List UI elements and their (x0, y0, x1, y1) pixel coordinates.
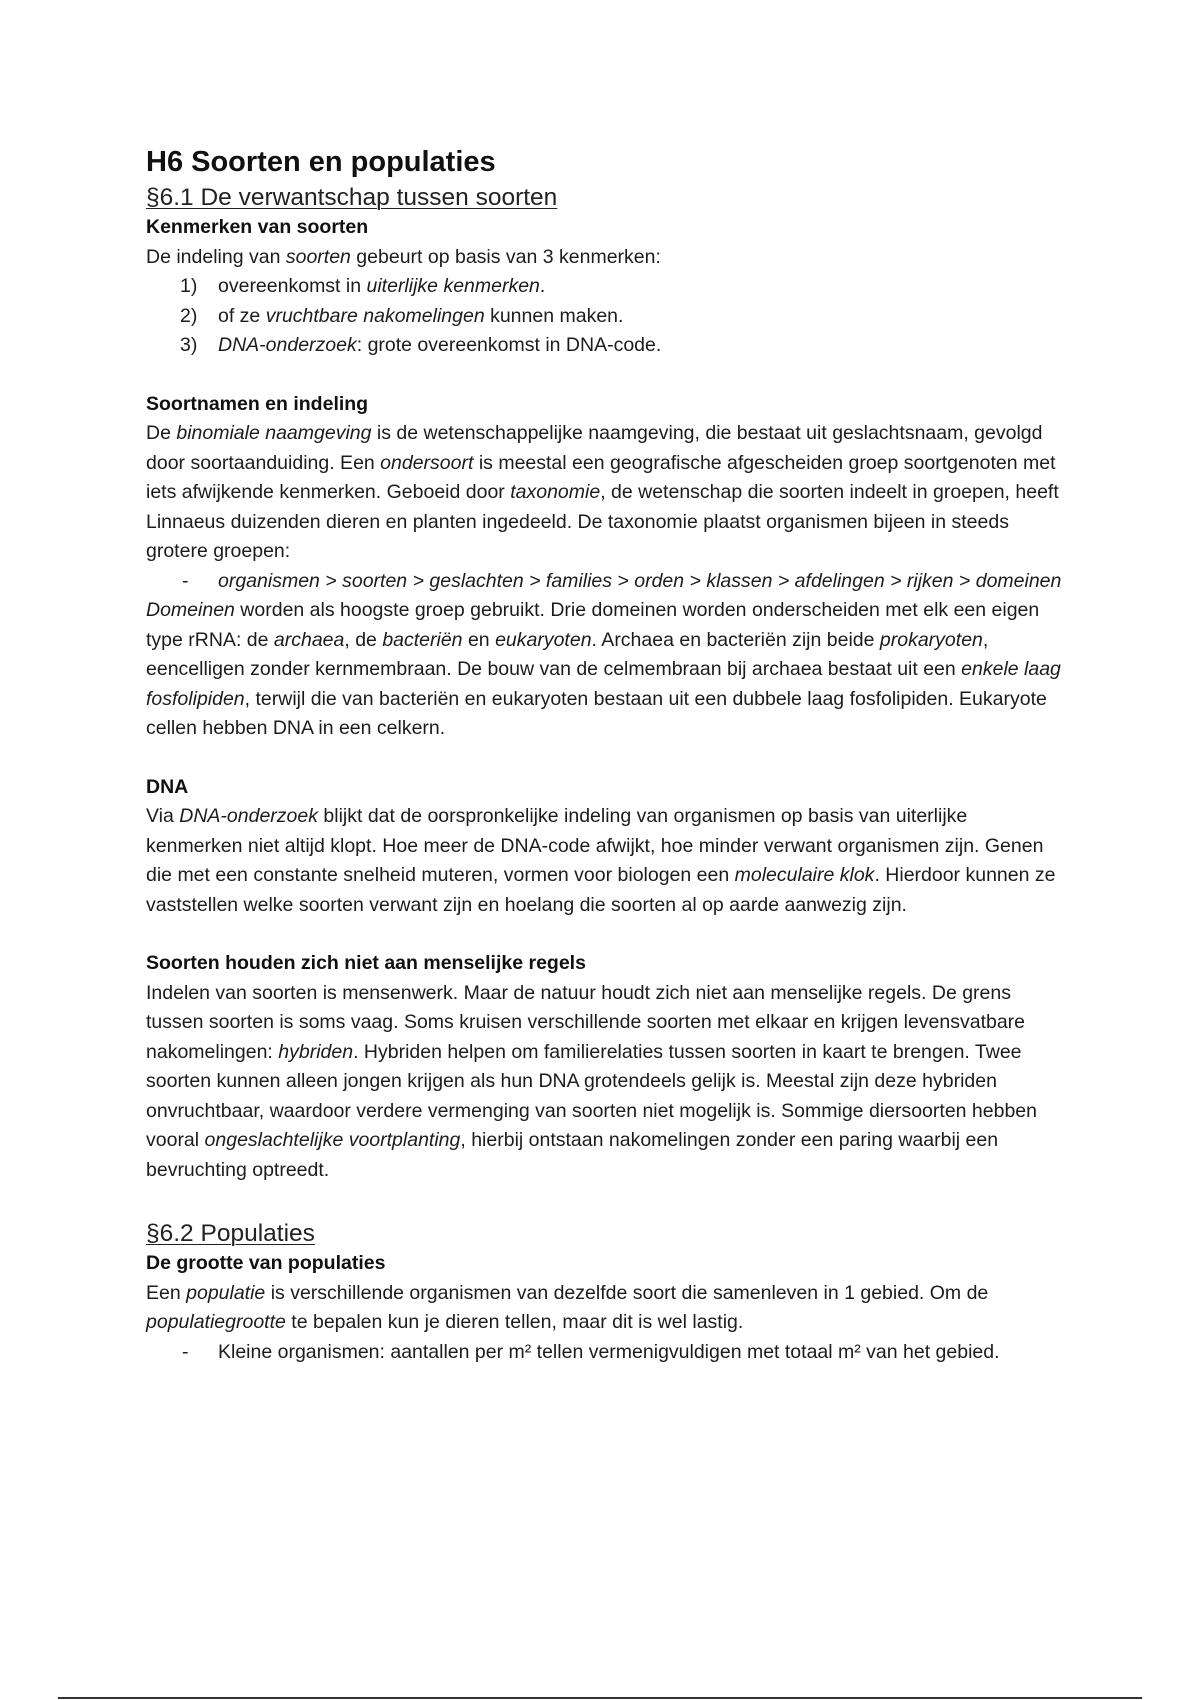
italic-term: vruchtbare nakomelingen (265, 304, 485, 327)
italic-term: DNA-onderzoek (179, 805, 318, 827)
italic-term: binomiale naamgeving (176, 422, 372, 444)
dash-bullet: - (182, 1340, 189, 1363)
subheading-regels: Soorten houden zich niet aan menselijke regels (146, 952, 586, 974)
kenmerken-intro: De indeling van soorten gebeurt op basis van 3 kenmerken: (146, 245, 661, 268)
dna-paragraph: Via DNA-onderzoek blijkt dat de oorspronkelijke indeling van organismen op basis van uiterlijke kenmerken niet altijd klopt. Hoe meer de DNA-code afwijkt, hoe minder verwant organismen zijn. Genen die met een constante snelheid muteren, vormen voor biologen een moleculaire klok. Hierdoor kunnen ze vaststellen welke soorten verwant zijn en hoelang die soorten al op aarde aanwezig zijn. (146, 805, 1056, 916)
page-title: H6 Soorten en populaties (146, 146, 496, 178)
section-heading-6-1 (146, 182, 1066, 213)
italic-term: bacteriën (382, 628, 463, 651)
list-item (146, 567, 1066, 597)
italic-term: uiterlijke kenmerken (366, 275, 540, 297)
list-item-text: Kleine organismen: aantallen per m² tellen vermenigvuldigen met totaal m² van het gebied. (218, 1340, 1000, 1363)
footer-divider (58, 1697, 1142, 1699)
soortnamen-paragraph-1: De binomiale naamgeving is de wetenschappelijke naamgeving, die bestaat uit geslachtsnaam, gevolgd door soortaanduiding. Een ondersoort is meestal een geografische afgescheiden groep soortgenoten met iets afwijkende kenmerken. Geboeid door taxonomie, de wetenschap die soorten indeelt in groepen, heeft Linnaeus duizenden dieren en planten ingedeeld. De taxonomie plaatst organismen bijeen in steeds grotere groepen: (146, 422, 1059, 562)
italic-term: DNA-onderzoek (218, 334, 357, 356)
grootte-list (146, 1338, 1066, 1368)
list-item (146, 272, 1066, 302)
section-heading-6-1-text: §6.1 De verwantschap tussen soorten (146, 184, 558, 211)
section-heading-6-2 (146, 1218, 1066, 1249)
italic-term: Domeinen (146, 599, 235, 621)
list-number: 1) (180, 275, 198, 297)
grootte-paragraph: Een populatie is verschillende organismen van dezelfde soort die samenleven in 1 gebied. Om de populatiegrootte te bepalen kun je dieren tellen, maar dit is wel lastig. (146, 1281, 989, 1333)
italic-term: hybriden (278, 1040, 354, 1063)
subheading-soortnamen: Soortnamen en indeling (146, 392, 369, 415)
italic-term: ondersoort (380, 451, 474, 474)
italic-term: moleculaire klok (734, 864, 875, 886)
list-number: 3) (180, 334, 198, 356)
section-heading-6-2-text: §6.2 Populaties (146, 1220, 315, 1247)
list-item-text: overeenkomst in uiterlijke kenmerken. (218, 275, 546, 297)
italic-term: prokaryoten (879, 628, 983, 651)
list-item-text: DNA-onderzoek: grote overeenkomst in DNA-code. (218, 334, 662, 356)
list-item (146, 331, 1066, 361)
list-item (146, 1338, 1066, 1368)
dash-bullet: - (182, 569, 189, 592)
italic-term: soorten (285, 245, 351, 268)
taxonomy-hierarchy: organismen > soorten > geslachten > families > orden > klassen > afdelingen > rijken > domeinen (218, 569, 1062, 592)
list-number: 2) (180, 304, 198, 327)
subheading-dna: DNA (146, 775, 189, 798)
list-item (146, 302, 1066, 332)
hierarchy-list (146, 567, 1066, 597)
document-page (146, 142, 1066, 1367)
italic-term: ongeslachtelijke voortplanting (204, 1129, 461, 1151)
soortnamen-paragraph-2: Domeinen worden als hoogste groep gebruikt. Drie domeinen worden onderscheiden met elk een eigen type rRNA: de archaea, de bacteriën en eukaryoten. Archaea en bacteriën zijn beide prokaryoten, eencelligen zonder kernmembraan. De bouw van de celmembraan bij archaea bestaat uit een enkele laag fosfolipiden, terwijl die van bacteriën en eukaryoten bestaan uit een dubbele laag fosfolipiden. Eukaryote cellen hebben DNA in een celkern. (146, 599, 1061, 739)
italic-term: populatiegrootte (146, 1311, 286, 1333)
subheading-kenmerken: Kenmerken van soorten (146, 216, 369, 238)
italic-term: eukaryoten (495, 628, 592, 651)
list-item-text: of ze vruchtbare nakomelingen kunnen maken. (218, 304, 624, 327)
subheading-grootte: De grootte van populaties (146, 1252, 386, 1274)
italic-term: enkele laag fosfolipiden (146, 658, 1061, 710)
italic-term: populatie (186, 1281, 266, 1304)
italic-term: archaea (273, 628, 345, 651)
italic-term: taxonomie (510, 481, 601, 503)
regels-paragraph: Indelen van soorten is mensenwerk. Maar de natuur houdt zich niet aan menselijke regels. De grens tussen soorten is soms vaag. Soms kruisen verschillende soorten met elkaar en krijgen levensvatbare nakomelingen: hybriden. Hybriden helpen om familierelaties tussen soorten in kaart te brengen. Twee soorten kunnen alleen jongen krijgen als hun DNA grotendeels gelijk is. Meestal zijn deze hybriden onvruchtbaar, waardoor verdere vermenging van soorten niet mogelijk is. Sommige diersoorten hebben vooral ongeslachtelijke voortplanting, hierbij ontstaan nakomelingen zonder een paring waarbij een bevruchting optreedt. (146, 981, 1037, 1181)
kenmerken-list (146, 272, 1066, 361)
